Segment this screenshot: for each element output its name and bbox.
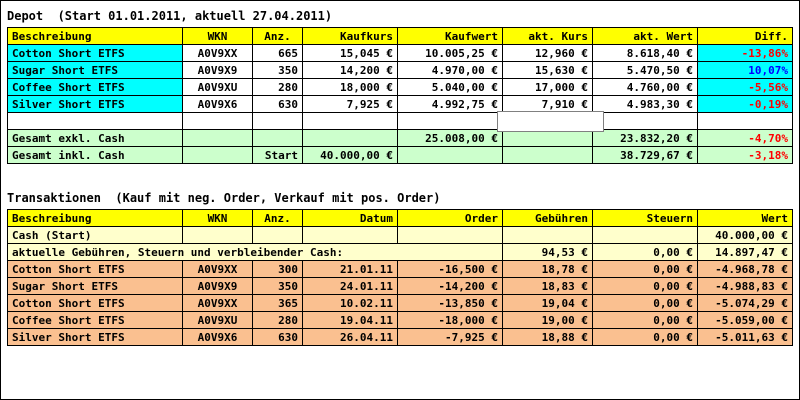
table-row — [8, 96, 793, 113]
trans-cell-wert: -5.074,29 € — [698, 295, 793, 312]
depot-col-beschreibung: Beschreibung — [8, 28, 183, 45]
trans-cell-anz: 350 — [253, 278, 303, 295]
trans-cell-gebuehren: 18,78 € — [503, 261, 593, 278]
trans-cell-beschreibung: Coffee Short ETFS — [8, 312, 183, 329]
trans-cell-steuern: 0,00 € — [593, 329, 698, 346]
empty-selection-box[interactable] — [497, 111, 604, 132]
depot-cell-akt-kurs: 17,000 € — [503, 79, 593, 96]
depot-cell-kaufwert: 10.005,25 € — [398, 45, 503, 62]
trans-col-anz: Anz. — [253, 210, 303, 227]
trans-cell-order: -16,500 € — [398, 261, 503, 278]
cash-start-anz — [253, 227, 303, 244]
table-row — [8, 312, 793, 329]
trans-cell-anz: 280 — [253, 312, 303, 329]
trans-col-wert: Wert — [698, 210, 793, 227]
spacer-cell — [253, 113, 303, 130]
depot-cell-diff: -0,19% — [698, 96, 793, 113]
trans-cell-datum: 26.04.11 — [303, 329, 398, 346]
trans-cell-wkn: A0V9XU — [183, 312, 253, 329]
depot-cell-kaufkurs: 14,200 € — [303, 62, 398, 79]
depot-cell-akt-kurs: 12,960 € — [503, 45, 593, 62]
spacer-cell — [398, 113, 503, 130]
depot-summary-wkn — [183, 130, 253, 147]
trans-cell-wkn: A0V9X9 — [183, 278, 253, 295]
trans-cell-gebuehren: 19,00 € — [503, 312, 593, 329]
spacer-cell — [698, 113, 793, 130]
cash-start-wert: 40.000,00 € — [698, 227, 793, 244]
trans-cell-wert: -4.968,78 € — [698, 261, 793, 278]
depot-summary-wkn — [183, 147, 253, 164]
depot-summary-anz — [253, 130, 303, 147]
trans-cell-wert: -4.988,83 € — [698, 278, 793, 295]
trans-cell-order: -13,850 € — [398, 295, 503, 312]
depot-cell-diff: -5,56% — [698, 79, 793, 96]
trans-cell-gebuehren: 18,88 € — [503, 329, 593, 346]
table-row — [8, 45, 793, 62]
depot-cell-kaufkurs: 15,045 € — [303, 45, 398, 62]
depot-cell-akt-wert: 5.470,50 € — [593, 62, 698, 79]
cash-start-datum — [303, 227, 398, 244]
depot-summary-akt-wert: 38.729,67 € — [593, 147, 698, 164]
depot-cell-wkn: A0V9X9 — [183, 62, 253, 79]
depot-cell-kaufkurs: 18,000 € — [303, 79, 398, 96]
depot-col-kaufwert: Kaufwert — [398, 28, 503, 45]
trans-cell-order: -14,200 € — [398, 278, 503, 295]
trans-col-steuern: Steuern — [593, 210, 698, 227]
depot-cell-anz: 665 — [253, 45, 303, 62]
table-row — [8, 278, 793, 295]
depot-summary-akt-wert: 23.832,20 € — [593, 130, 698, 147]
trans-cell-beschreibung: Sugar Short ETFS — [8, 278, 183, 295]
depot-cell-diff: 10,07% — [698, 62, 793, 79]
transaktionen-section — [1, 187, 793, 346]
depot-col-diff: Diff. — [698, 28, 793, 45]
spacer-cell — [303, 113, 398, 130]
depot-cell-kaufwert: 4.992,75 € — [398, 96, 503, 113]
depot-summary-anz: Start — [253, 147, 303, 164]
transaktionen-title: Transaktionen (Kauf mit neg. Order, Verkauf mit pos. Order) — [7, 191, 441, 205]
depot-cell-wkn: A0V9XU — [183, 79, 253, 96]
table-row — [8, 329, 793, 346]
depot-summary-akt-kurs — [503, 130, 593, 147]
trans-cell-anz: 365 — [253, 295, 303, 312]
trans-col-wkn: WKN — [183, 210, 253, 227]
depot-summary-kaufwert: 25.008,00 € — [398, 130, 503, 147]
trans-cell-wert: -5.059,00 € — [698, 312, 793, 329]
cash-start-gebuehren — [503, 227, 593, 244]
spacer-cell — [593, 113, 698, 130]
trans-col-beschreibung: Beschreibung — [8, 210, 183, 227]
trans-cell-datum: 19.04.11 — [303, 312, 398, 329]
trans-cell-datum: 24.01.11 — [303, 278, 398, 295]
cash-start-wkn — [183, 227, 253, 244]
cash-start-order — [398, 227, 503, 244]
transaktionen-header-row — [8, 210, 793, 227]
depot-cell-wkn: A0V9XX — [183, 45, 253, 62]
depot-summary-akt-kurs — [503, 147, 593, 164]
depot-summary-diff: -4,70% — [698, 130, 793, 147]
trans-cell-wert: -5.011,63 € — [698, 329, 793, 346]
depot-cell-beschreibung: Sugar Short ETFS — [8, 62, 183, 79]
depot-col-akt-kurs: akt. Kurs — [503, 28, 593, 45]
depot-spacer-row — [8, 113, 793, 130]
depot-col-akt-wert: akt. Wert — [593, 28, 698, 45]
depot-cell-akt-kurs: 7,910 € — [503, 96, 593, 113]
trans-cell-steuern: 0,00 € — [593, 295, 698, 312]
transaktionen-table — [7, 209, 793, 346]
cash-start-steuern — [593, 227, 698, 244]
table-row — [8, 295, 793, 312]
depot-header-row — [8, 28, 793, 45]
cash-start-label: Cash (Start) — [8, 227, 183, 244]
trans-cell-steuern: 0,00 € — [593, 312, 698, 329]
cash-start-row — [8, 227, 793, 244]
fees-summary-row — [8, 244, 793, 261]
trans-cell-wkn: A0V9XX — [183, 295, 253, 312]
depot-col-kaufkurs: Kaufkurs — [303, 28, 398, 45]
trans-cell-wkn: A0V9X6 — [183, 329, 253, 346]
depot-cell-akt-kurs: 15,630 € — [503, 62, 593, 79]
trans-cell-steuern: 0,00 € — [593, 278, 698, 295]
fees-summary-label: aktuelle Gebühren, Steuern und verbleibender Cash: — [8, 244, 503, 261]
depot-cell-wkn: A0V9X6 — [183, 96, 253, 113]
trans-cell-datum: 21.01.11 — [303, 261, 398, 278]
trans-cell-beschreibung: Silver Short ETFS — [8, 329, 183, 346]
depot-cell-diff: -13,86% — [698, 45, 793, 62]
depot-summary-kaufkurs — [303, 130, 398, 147]
depot-section — [1, 5, 793, 164]
depot-cell-anz: 350 — [253, 62, 303, 79]
depot-col-wkn: WKN — [183, 28, 253, 45]
depot-cell-kaufkurs: 7,925 € — [303, 96, 398, 113]
trans-cell-gebuehren: 19,04 € — [503, 295, 593, 312]
trans-col-order: Order — [398, 210, 503, 227]
depot-cell-anz: 280 — [253, 79, 303, 96]
trans-cell-datum: 10.02.11 — [303, 295, 398, 312]
table-row — [8, 79, 793, 96]
depot-cell-akt-wert: 8.618,40 € — [593, 45, 698, 62]
trans-col-datum: Datum — [303, 210, 398, 227]
depot-summary-row — [8, 130, 793, 147]
table-row — [8, 62, 793, 79]
trans-cell-wkn: A0V9XX — [183, 261, 253, 278]
depot-summary-row — [8, 147, 793, 164]
trans-cell-beschreibung: Cotton Short ETFS — [8, 261, 183, 278]
trans-cell-steuern: 0,00 € — [593, 261, 698, 278]
depot-cell-akt-wert: 4.983,30 € — [593, 96, 698, 113]
trans-cell-order: -7,925 € — [398, 329, 503, 346]
trans-col-gebuehren: Gebühren — [503, 210, 593, 227]
depot-cell-kaufwert: 4.970,00 € — [398, 62, 503, 79]
fees-summary-gebuehren: 94,53 € — [503, 244, 593, 261]
table-row — [8, 261, 793, 278]
depot-summary-diff: -3,18% — [698, 147, 793, 164]
depot-cell-akt-wert: 4.760,00 € — [593, 79, 698, 96]
depot-summary-beschreibung: Gesamt inkl. Cash — [8, 147, 183, 164]
depot-cell-kaufwert: 5.040,00 € — [398, 79, 503, 96]
depot-title: Depot (Start 01.01.2011, aktuell 27.04.2011) — [7, 9, 333, 23]
depot-summary-kaufwert — [398, 147, 503, 164]
depot-summary-kaufkurs: 40.000,00 € — [303, 147, 398, 164]
trans-cell-beschreibung: Cotton Short ETFS — [8, 295, 183, 312]
depot-col-anz: Anz. — [253, 28, 303, 45]
trans-cell-gebuehren: 18,83 € — [503, 278, 593, 295]
spacer-cell — [183, 113, 253, 130]
depot-table — [7, 27, 793, 164]
spacer-cell — [8, 113, 183, 130]
depot-summary-beschreibung: Gesamt exkl. Cash — [8, 130, 183, 147]
trans-cell-anz: 300 — [253, 261, 303, 278]
depot-cell-beschreibung: Cotton Short ETFS — [8, 45, 183, 62]
depot-cell-beschreibung: Coffee Short ETFS — [8, 79, 183, 96]
fees-summary-wert: 14.897,47 € — [698, 244, 793, 261]
depot-cell-beschreibung: Silver Short ETFS — [8, 96, 183, 113]
depot-cell-anz: 630 — [253, 96, 303, 113]
trans-cell-order: -18,000 € — [398, 312, 503, 329]
trans-cell-anz: 630 — [253, 329, 303, 346]
fees-summary-steuern: 0,00 € — [593, 244, 698, 261]
